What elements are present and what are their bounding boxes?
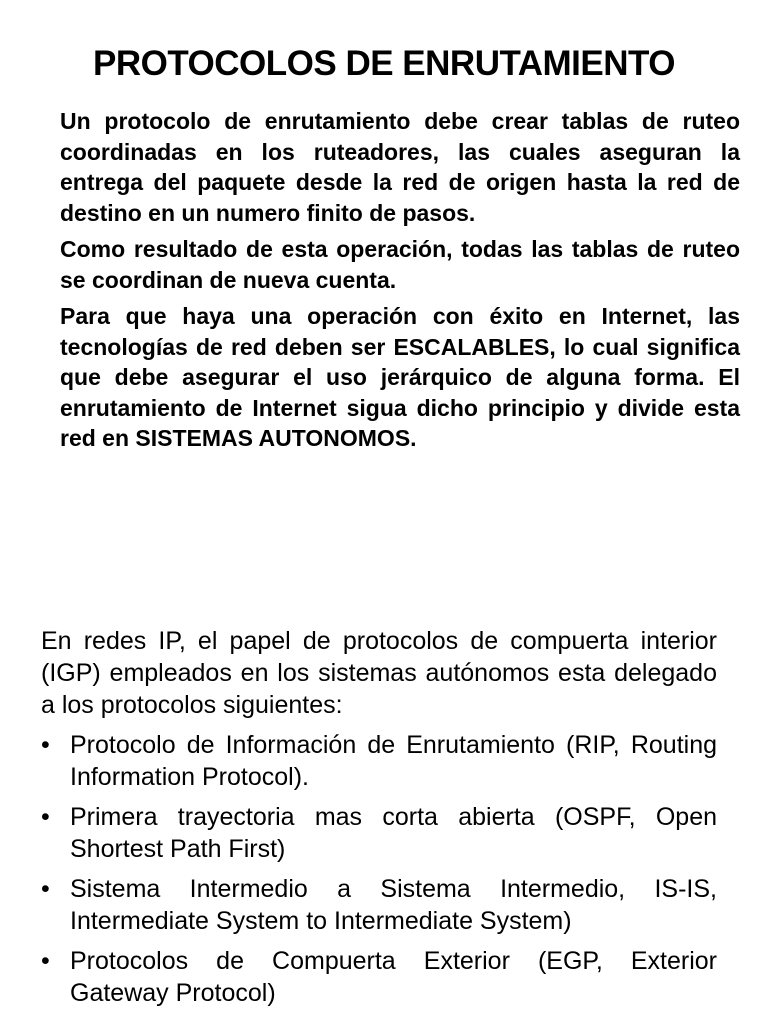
igp-intro-paragraph: En redes IP, el papel de protocolos de compuerta interior (IGP) empleados en los sistemas autónomos esta delegado a los protocolos siguientes: bbox=[41, 627, 717, 719]
intro-paragraph: Para que haya una operación con éxito en Internet, las tecnologías de red deben ser ESCALABLES, lo cual significa que debe asegurar el uso jerárquico de alguna forma. El enrutamiento de Internet sigua dicho principio y divide esta red en SISTEMAS AUTONOMOS. bbox=[60, 303, 740, 451]
intro-paragraph: Un protocolo de enrutamiento debe crear tablas de ruteo coordinadas en los ruteadores, las cuales aseguran la entrega del paquete desde la red de origen hasta la red de destino en un numero finito de pasos. bbox=[60, 108, 740, 226]
bullet-icon: • bbox=[41, 875, 50, 903]
protocol-label: Protocolo de Información de Enrutamiento (RIP, Routing Information Protocol). bbox=[70, 731, 717, 791]
protocol-label: Primera trayectoria mas corta abierta (OSPF, Open Shortest Path First) bbox=[70, 803, 717, 863]
protocol-list-item bbox=[41, 945, 717, 1009]
protocol-list bbox=[41, 729, 717, 1009]
protocol-list-item bbox=[41, 729, 717, 793]
bullet-icon: • bbox=[41, 947, 50, 975]
page-title: PROTOCOLOS DE ENRUTAMIENTO bbox=[92, 44, 676, 83]
bullet-icon: • bbox=[41, 803, 50, 831]
intro-paragraph: Como resultado de esta operación, todas las tablas de ruteo se coordinan de nueva cuenta. bbox=[60, 236, 740, 293]
protocol-list-item bbox=[41, 801, 717, 865]
protocol-list-item bbox=[41, 873, 717, 937]
protocol-label: Protocolos de Compuerta Exterior (EGP, Exterior Gateway Protocol) bbox=[70, 947, 717, 1007]
intro-section bbox=[60, 106, 740, 460]
bullet-icon: • bbox=[41, 731, 50, 759]
igp-section bbox=[41, 625, 717, 1017]
protocol-label: Sistema Intermedio a Sistema Intermedio, IS-IS, Intermediate System to Intermediate System) bbox=[70, 875, 717, 935]
